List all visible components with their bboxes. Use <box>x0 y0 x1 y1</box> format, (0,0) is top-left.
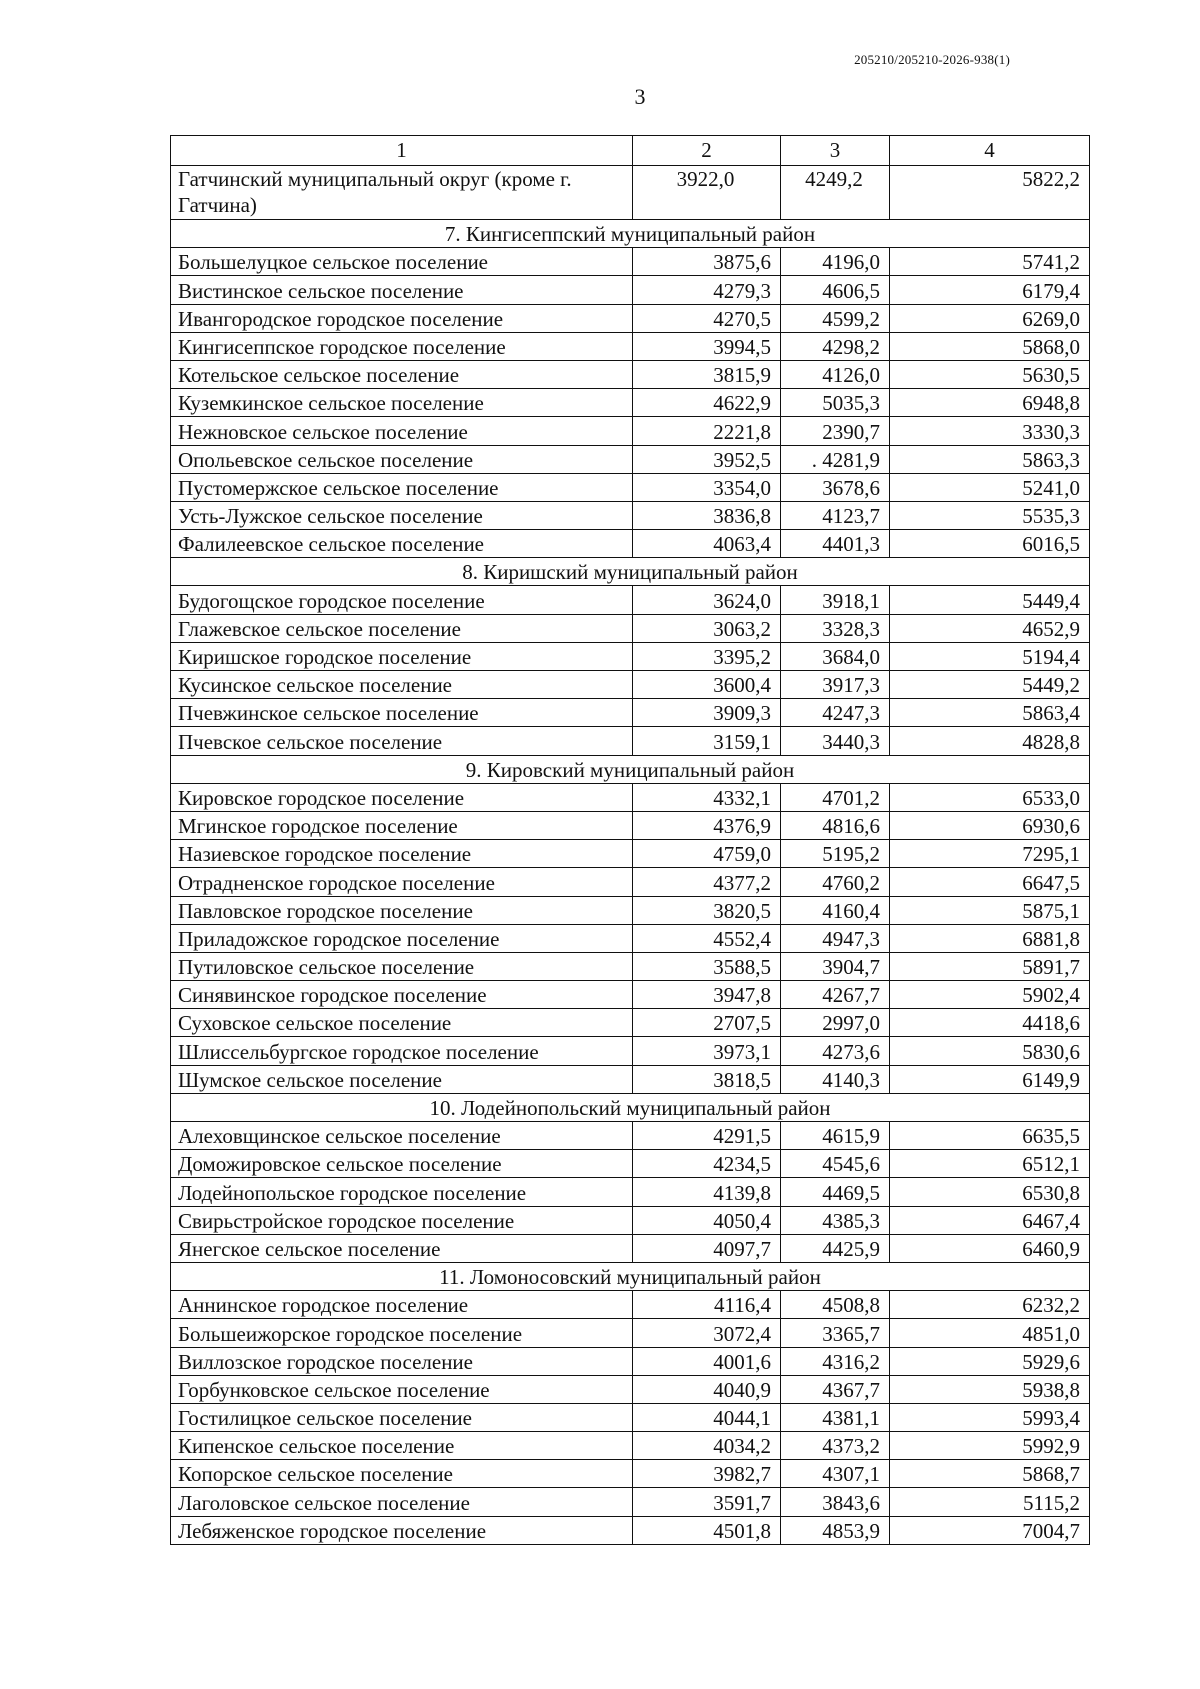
table-row <box>171 1234 1090 1262</box>
value-col4: 6530,8 <box>890 1178 1090 1206</box>
value-col2: 3982,7 <box>633 1460 781 1488</box>
settlement-name: Будогощское городское поселение <box>171 586 633 614</box>
value-col4: 7004,7 <box>890 1516 1090 1544</box>
settlement-name: Усть-Лужское сельское поселение <box>171 501 633 529</box>
value-col2: 4270,5 <box>633 304 781 332</box>
settlement-name: Гостилицкое сельское поселение <box>171 1403 633 1431</box>
value-col2: 4552,4 <box>633 924 781 952</box>
table-row <box>171 166 1090 220</box>
value-col3: 4298,2 <box>781 332 890 360</box>
value-col2: 4034,2 <box>633 1432 781 1460</box>
value-col3: 4508,8 <box>781 1291 890 1319</box>
value-col2: 3909,3 <box>633 699 781 727</box>
value-col3: 3843,6 <box>781 1488 890 1516</box>
settlement-name: Гатчинский муниципальный округ (кроме г. Гатчина) <box>171 166 633 220</box>
value-col4: 5863,3 <box>890 445 1090 473</box>
column-header: 3 <box>781 136 890 166</box>
settlement-name: Мгинское городское поселение <box>171 811 633 839</box>
value-col3: 4367,7 <box>781 1375 890 1403</box>
value-col4: 6179,4 <box>890 276 1090 304</box>
value-col2: 3947,8 <box>633 981 781 1009</box>
table-row <box>171 1488 1090 1516</box>
value-col3: 4381,1 <box>781 1403 890 1431</box>
settlement-name: Алеховщинское сельское поселение <box>171 1122 633 1150</box>
document-id: 205210/205210-2026-938(1) <box>854 52 1010 67</box>
table-row <box>171 727 1090 755</box>
table-row <box>171 1122 1090 1150</box>
settlement-name: Свирьстройское городское поселение <box>171 1206 633 1234</box>
value-col4: 5449,2 <box>890 671 1090 699</box>
value-col4: 6647,5 <box>890 868 1090 896</box>
value-col2: 4040,9 <box>633 1375 781 1403</box>
settlement-name: Куземкинское сельское поселение <box>171 389 633 417</box>
value-col3: 4606,5 <box>781 276 890 304</box>
settlement-name: Опольевское сельское поселение <box>171 445 633 473</box>
value-col2: 3063,2 <box>633 614 781 642</box>
value-col4: 6467,4 <box>890 1206 1090 1234</box>
table-row <box>171 445 1090 473</box>
value-col4: 5868,7 <box>890 1460 1090 1488</box>
value-col3: 4947,3 <box>781 924 890 952</box>
section-header-row <box>171 1093 1090 1121</box>
settlement-name: Пчевжинское сельское поселение <box>171 699 633 727</box>
column-header: 4 <box>890 136 1090 166</box>
value-col3: 4267,7 <box>781 981 890 1009</box>
table-row <box>171 614 1090 642</box>
value-col4: 6512,1 <box>890 1150 1090 1178</box>
value-col3: 4599,2 <box>781 304 890 332</box>
settlement-name: Фалилеевское сельское поселение <box>171 530 633 558</box>
settlement-name: Павловское городское поселение <box>171 896 633 924</box>
settlement-name: Большеижорское городское поселение <box>171 1319 633 1347</box>
value-col4: 5938,8 <box>890 1375 1090 1403</box>
value-col2: 3922,0 <box>633 166 781 220</box>
settlement-name: Суховское сельское поселение <box>171 1009 633 1037</box>
value-col4: 5875,1 <box>890 896 1090 924</box>
table-row <box>171 586 1090 614</box>
value-col3: 3365,7 <box>781 1319 890 1347</box>
value-col2: 4279,3 <box>633 276 781 304</box>
table-row <box>171 1432 1090 1460</box>
table-row <box>171 1065 1090 1093</box>
section-title: 9. Кировский муниципальный район <box>171 755 1090 783</box>
column-header: 2 <box>633 136 781 166</box>
page-number: 3 <box>634 84 646 109</box>
section-header-row <box>171 1262 1090 1290</box>
value-col4: 5449,4 <box>890 586 1090 614</box>
value-col4: 4851,0 <box>890 1319 1090 1347</box>
value-col3: 5195,2 <box>781 840 890 868</box>
settlement-name: Киришское городское поселение <box>171 642 633 670</box>
value-col2: 4501,8 <box>633 1516 781 1544</box>
settlement-name: Большелуцкое сельское поселение <box>171 248 633 276</box>
table-row <box>171 924 1090 952</box>
value-col3: 4545,6 <box>781 1150 890 1178</box>
value-col2: 3624,0 <box>633 586 781 614</box>
value-col3: 4307,1 <box>781 1460 890 1488</box>
value-col2: 3818,5 <box>633 1065 781 1093</box>
value-col4: 3330,3 <box>890 417 1090 445</box>
table-row <box>171 1037 1090 1065</box>
settlement-name: Синявинское городское поселение <box>171 981 633 1009</box>
section-title: 11. Ломоносовский муниципальный район <box>171 1262 1090 1290</box>
table-row <box>171 896 1090 924</box>
table-row <box>171 1375 1090 1403</box>
value-col4: 5868,0 <box>890 332 1090 360</box>
value-col4: 4828,8 <box>890 727 1090 755</box>
value-col4: 6948,8 <box>890 389 1090 417</box>
value-col4: 4418,6 <box>890 1009 1090 1037</box>
value-col3: 4425,9 <box>781 1234 890 1262</box>
value-col2: 4376,9 <box>633 811 781 839</box>
table-row <box>171 1347 1090 1375</box>
value-col4: 5741,2 <box>890 248 1090 276</box>
value-col4: 5822,2 <box>890 166 1090 220</box>
value-col3: 4123,7 <box>781 501 890 529</box>
value-col2: 3072,4 <box>633 1319 781 1347</box>
section-title: 8. Киришский муниципальный район <box>171 558 1090 586</box>
value-col4: 5830,6 <box>890 1037 1090 1065</box>
settlement-name: Лодейнопольское городское поселение <box>171 1178 633 1206</box>
value-col4: 5863,4 <box>890 699 1090 727</box>
value-col2: 3600,4 <box>633 671 781 699</box>
value-col2: 4050,4 <box>633 1206 781 1234</box>
value-col2: 4139,8 <box>633 1178 781 1206</box>
value-col2: 3159,1 <box>633 727 781 755</box>
value-col3: 4385,3 <box>781 1206 890 1234</box>
value-col3: . 4281,9 <box>781 445 890 473</box>
value-col4: 6232,2 <box>890 1291 1090 1319</box>
value-col4: 6533,0 <box>890 783 1090 811</box>
value-col3: 3684,0 <box>781 642 890 670</box>
table-row <box>171 868 1090 896</box>
settlement-name: Шумское сельское поселение <box>171 1065 633 1093</box>
value-col3: 4140,3 <box>781 1065 890 1093</box>
value-col2: 4063,4 <box>633 530 781 558</box>
table-row <box>171 1291 1090 1319</box>
table-row <box>171 811 1090 839</box>
table-row <box>171 1009 1090 1037</box>
value-col2: 4622,9 <box>633 389 781 417</box>
table-header-row <box>171 136 1090 166</box>
value-col2: 3815,9 <box>633 360 781 388</box>
value-col2: 2221,8 <box>633 417 781 445</box>
settlement-name: Ивангородское городское поселение <box>171 304 633 332</box>
section-header-row <box>171 755 1090 783</box>
settlement-name: Лебяженское городское поселение <box>171 1516 633 1544</box>
value-col4: 6269,0 <box>890 304 1090 332</box>
settlement-name: Нежновское сельское поселение <box>171 417 633 445</box>
table-row <box>171 1150 1090 1178</box>
value-col3: 4247,3 <box>781 699 890 727</box>
settlement-name: Вистинское сельское поселение <box>171 276 633 304</box>
value-col3: 4160,4 <box>781 896 890 924</box>
value-col3: 4853,9 <box>781 1516 890 1544</box>
value-col3: 4373,2 <box>781 1432 890 1460</box>
value-col3: 3440,3 <box>781 727 890 755</box>
settlement-name: Приладожское городское поселение <box>171 924 633 952</box>
value-col3: 4760,2 <box>781 868 890 896</box>
value-col4: 5993,4 <box>890 1403 1090 1431</box>
value-col4: 5194,4 <box>890 642 1090 670</box>
settlement-name: Отрадненское городское поселение <box>171 868 633 896</box>
value-col4: 5630,5 <box>890 360 1090 388</box>
settlement-name: Кировское городское поселение <box>171 783 633 811</box>
settlement-name: Кипенское сельское поселение <box>171 1432 633 1460</box>
value-col2: 4332,1 <box>633 783 781 811</box>
value-col2: 3588,5 <box>633 952 781 980</box>
settlement-name: Пчевское сельское поселение <box>171 727 633 755</box>
settlement-name: Виллозское городское поселение <box>171 1347 633 1375</box>
table-row <box>171 276 1090 304</box>
table-row <box>171 981 1090 1009</box>
value-col3: 3917,3 <box>781 671 890 699</box>
value-col3: 4316,2 <box>781 1347 890 1375</box>
value-col3: 4816,6 <box>781 811 890 839</box>
value-col4: 5241,0 <box>890 473 1090 501</box>
settlement-name: Лаголовское сельское поселение <box>171 1488 633 1516</box>
value-col2: 4116,4 <box>633 1291 781 1319</box>
value-col4: 6635,5 <box>890 1122 1090 1150</box>
table-row <box>171 699 1090 727</box>
table-row <box>171 783 1090 811</box>
section-title: 10. Лодейнопольский муниципальный район <box>171 1093 1090 1121</box>
table-row <box>171 389 1090 417</box>
section-header-row <box>171 220 1090 248</box>
table-row <box>171 360 1090 388</box>
table-row <box>171 501 1090 529</box>
value-col2: 3354,0 <box>633 473 781 501</box>
settlement-name: Копорское сельское поселение <box>171 1460 633 1488</box>
table-row <box>171 473 1090 501</box>
table-row <box>171 417 1090 445</box>
value-col4: 7295,1 <box>890 840 1090 868</box>
value-col3: 3328,3 <box>781 614 890 642</box>
settlement-name: Котельское сельское поселение <box>171 360 633 388</box>
value-col3: 2997,0 <box>781 1009 890 1037</box>
settlement-name: Шлиссельбургское городское поселение <box>171 1037 633 1065</box>
table-row <box>171 1206 1090 1234</box>
settlement-name: Кусинское сельское поселение <box>171 671 633 699</box>
table-row <box>171 1403 1090 1431</box>
settlement-name: Путиловское сельское поселение <box>171 952 633 980</box>
value-col4: 5992,9 <box>890 1432 1090 1460</box>
value-col4: 5891,7 <box>890 952 1090 980</box>
table-row <box>171 248 1090 276</box>
value-col2: 3591,7 <box>633 1488 781 1516</box>
value-col3: 4196,0 <box>781 248 890 276</box>
table-row <box>171 1460 1090 1488</box>
table-row <box>171 642 1090 670</box>
value-col4: 5115,2 <box>890 1488 1090 1516</box>
value-col3: 4469,5 <box>781 1178 890 1206</box>
settlement-name: Аннинское городское поселение <box>171 1291 633 1319</box>
value-col4: 6881,8 <box>890 924 1090 952</box>
value-col2: 4001,6 <box>633 1347 781 1375</box>
value-col3: 4126,0 <box>781 360 890 388</box>
value-col3: 4615,9 <box>781 1122 890 1150</box>
table-row <box>171 1178 1090 1206</box>
value-col4: 6460,9 <box>890 1234 1090 1262</box>
value-col2: 3395,2 <box>633 642 781 670</box>
value-col2: 3973,1 <box>633 1037 781 1065</box>
table-row <box>171 530 1090 558</box>
column-header: 1 <box>171 136 633 166</box>
value-col3: 3904,7 <box>781 952 890 980</box>
settlement-name: Глажевское сельское поселение <box>171 614 633 642</box>
value-col4: 4652,9 <box>890 614 1090 642</box>
section-title: 7. Кингисеппский муниципальный район <box>171 220 1090 248</box>
value-col3: 4701,2 <box>781 783 890 811</box>
value-col4: 6930,6 <box>890 811 1090 839</box>
table-row <box>171 671 1090 699</box>
settlement-name: Кингисеппское городское поселение <box>171 332 633 360</box>
value-col2: 3836,8 <box>633 501 781 529</box>
value-col2: 4097,7 <box>633 1234 781 1262</box>
value-col2: 4759,0 <box>633 840 781 868</box>
value-col2: 3875,6 <box>633 248 781 276</box>
settlement-name: Пустомержское сельское поселение <box>171 473 633 501</box>
settlement-name: Горбунковское сельское поселение <box>171 1375 633 1403</box>
value-col2: 4234,5 <box>633 1150 781 1178</box>
settlement-name: Доможировское сельское поселение <box>171 1150 633 1178</box>
table-row <box>171 952 1090 980</box>
data-table <box>170 135 1090 1545</box>
section-header-row <box>171 558 1090 586</box>
value-col3: 5035,3 <box>781 389 890 417</box>
settlement-name: Назиевское городское поселение <box>171 840 633 868</box>
value-col2: 3820,5 <box>633 896 781 924</box>
value-col2: 2707,5 <box>633 1009 781 1037</box>
value-col4: 5902,4 <box>890 981 1090 1009</box>
settlement-name: Янегское сельское поселение <box>171 1234 633 1262</box>
value-col4: 5929,6 <box>890 1347 1090 1375</box>
value-col3: 3678,6 <box>781 473 890 501</box>
value-col4: 6149,9 <box>890 1065 1090 1093</box>
value-col2: 4377,2 <box>633 868 781 896</box>
table-row <box>171 840 1090 868</box>
value-col3: 4249,2 <box>781 166 890 220</box>
value-col3: 4273,6 <box>781 1037 890 1065</box>
table-row <box>171 304 1090 332</box>
value-col2: 4291,5 <box>633 1122 781 1150</box>
value-col2: 3994,5 <box>633 332 781 360</box>
table-row <box>171 1516 1090 1544</box>
table-row <box>171 332 1090 360</box>
value-col3: 3918,1 <box>781 586 890 614</box>
value-col4: 6016,5 <box>890 530 1090 558</box>
value-col2: 3952,5 <box>633 445 781 473</box>
table-row <box>171 1319 1090 1347</box>
value-col3: 4401,3 <box>781 530 890 558</box>
value-col4: 5535,3 <box>890 501 1090 529</box>
value-col3: 2390,7 <box>781 417 890 445</box>
value-col2: 4044,1 <box>633 1403 781 1431</box>
